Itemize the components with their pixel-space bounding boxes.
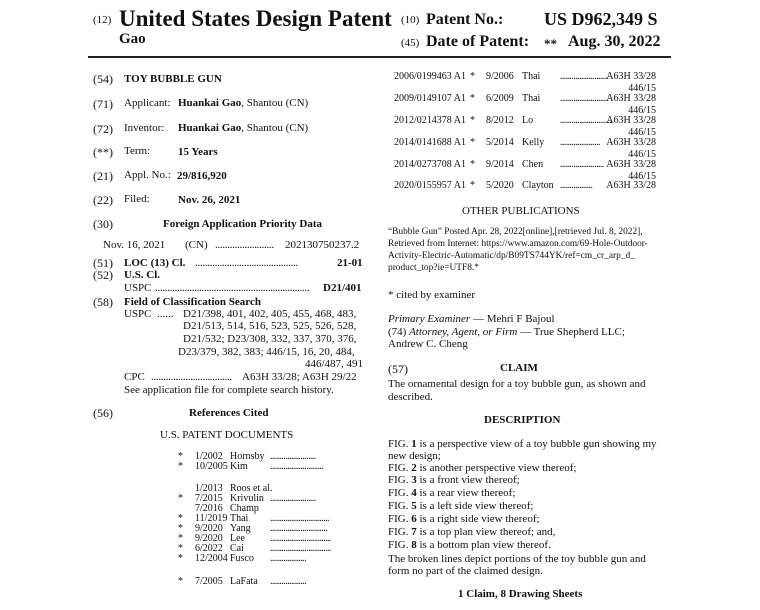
reference-dots: ............................... bbox=[270, 513, 329, 524]
reference-star: * bbox=[178, 523, 183, 534]
cpc-dots: ................................. bbox=[151, 371, 232, 383]
attorney bbox=[388, 326, 625, 338]
figure-text: is another perspective view thereof; bbox=[419, 462, 577, 474]
field-search-uspc-label: USPC bbox=[124, 308, 152, 320]
field-56-code: (56) bbox=[93, 406, 113, 420]
reference-inventor: Kelly bbox=[522, 137, 545, 148]
publication-line: “Bubble Gun” Posted Apr. 28, 2022[online],[retrieved Jul. 8, 2022], bbox=[388, 227, 643, 237]
other-publications-title: OTHER PUBLICATIONS bbox=[462, 205, 580, 217]
field-51-code: (51) bbox=[93, 256, 113, 270]
figure-number: 8 bbox=[411, 539, 417, 551]
field-54-code: (54) bbox=[93, 72, 113, 86]
attorney-label: Attorney, Agent, or Firm bbox=[409, 326, 518, 338]
reference-dots: ......................... bbox=[560, 71, 608, 82]
reference-date: 5/2014 bbox=[486, 137, 514, 148]
reference-dots: ..................... bbox=[560, 137, 600, 148]
reference-inventor: Cai bbox=[230, 543, 244, 554]
reference-star: * bbox=[470, 115, 475, 126]
figure-prefix: FIG. bbox=[388, 474, 409, 486]
patent-number-label: Patent No.: bbox=[426, 11, 504, 28]
field-search-line: D21/532; D23/308, 332, 337, 370, 376, bbox=[183, 333, 357, 345]
figure-text: is a right side view thereof; bbox=[419, 513, 540, 525]
reference-date: 1/2002 bbox=[195, 451, 223, 462]
inventor-label: Inventor: bbox=[124, 122, 165, 134]
reference-inventor: Roos et al. bbox=[230, 483, 273, 494]
primary-examiner bbox=[388, 313, 555, 325]
reference-dots: ........................... bbox=[560, 115, 612, 126]
field-21-code: (21) bbox=[93, 169, 113, 183]
reference-class-secondary: 446/15 bbox=[628, 105, 656, 116]
figure-number: 3 bbox=[411, 474, 417, 486]
figure-prefix: FIG. bbox=[388, 487, 409, 499]
loc-label: LOC (13) Cl. bbox=[124, 257, 186, 269]
figure-text: is a bottom plan view thereof. bbox=[419, 539, 551, 551]
reference-date: 9/2014 bbox=[486, 159, 514, 170]
reference-class-secondary: 446/15 bbox=[628, 127, 656, 138]
reference-star: * bbox=[470, 159, 475, 170]
reference-dots: ................................ bbox=[270, 533, 331, 544]
term-code: (**) bbox=[93, 145, 113, 159]
reference-row bbox=[0, 180, 760, 204]
claim-code: (57) bbox=[388, 362, 408, 376]
claim-text-line: The ornamental design for a toy bubble gun, as shown and bbox=[388, 378, 646, 390]
reference-row bbox=[0, 461, 380, 485]
uspc-dots: ............................................................... bbox=[155, 282, 310, 294]
applicant-label: Applicant: bbox=[124, 97, 171, 109]
filed-label: Filed: bbox=[124, 193, 150, 205]
reference-date: 12/2004 bbox=[195, 553, 228, 564]
figure-description bbox=[388, 462, 576, 474]
applicant-name: Huankai Gao bbox=[178, 97, 242, 109]
reference-inventor: Thai bbox=[522, 71, 541, 82]
figure-number: 5 bbox=[411, 500, 417, 512]
claim-text-line: described. bbox=[388, 391, 433, 403]
reference-star: * bbox=[178, 451, 183, 462]
figure-number: 1 bbox=[411, 438, 417, 450]
figure-text: is a left side view thereof; bbox=[419, 500, 534, 512]
reference-star: * bbox=[178, 493, 183, 504]
claims-drawing-sheets: 1 Claim, 8 Drawing Sheets bbox=[458, 588, 583, 600]
reference-dots: ........................ bbox=[270, 493, 316, 504]
publication-line: Retrieved from Internet: https://www.amazon.com/69-Hole-Outdoor- bbox=[388, 239, 648, 249]
date-of-patent-label: Date of Patent: bbox=[426, 33, 530, 50]
figure-prefix: FIG. bbox=[388, 513, 409, 525]
reference-date: 7/2015 bbox=[195, 493, 223, 504]
claim-title: CLAIM bbox=[500, 362, 538, 374]
see-application-note: See application file for complete search history. bbox=[124, 384, 334, 396]
reference-star: * bbox=[470, 71, 475, 82]
reference-class-secondary: 446/15 bbox=[628, 83, 656, 94]
appl-no-label: Appl. No.: bbox=[124, 169, 171, 181]
reference-date: 7/2005 bbox=[195, 576, 223, 587]
field-22-code: (22) bbox=[93, 193, 113, 207]
priority-dots: ........................ bbox=[215, 239, 274, 251]
reference-date: 6/2009 bbox=[486, 93, 514, 104]
reference-inventor: Hornsby bbox=[230, 451, 265, 462]
reference-date: 8/2012 bbox=[486, 115, 514, 126]
reference-date: 1/2013 bbox=[195, 483, 223, 494]
figure-prefix: FIG. bbox=[388, 539, 409, 551]
reference-row bbox=[0, 137, 760, 161]
field-search-line: D23/379, 382, 383; 446/15, 16, 20, 484, bbox=[178, 346, 355, 358]
header-rule bbox=[88, 56, 671, 58]
figure-1-continuation: new design; bbox=[388, 450, 441, 462]
reference-class: A63H 33/28 bbox=[606, 137, 656, 148]
references-title: References Cited bbox=[189, 407, 269, 419]
figure-description bbox=[388, 526, 555, 538]
reference-class: A63H 33/28 bbox=[606, 115, 656, 126]
field-30-code: (30) bbox=[93, 217, 113, 231]
reference-dots: ......................... bbox=[560, 93, 608, 104]
reference-dots: ................. bbox=[560, 180, 593, 191]
figure-description bbox=[388, 438, 657, 450]
publication-line: Activity-Electric-Automatic/dp/B09TS744YK/ref=cm_cr_arp_d_ bbox=[388, 251, 635, 261]
cited-by-examiner: * cited by examiner bbox=[388, 289, 476, 301]
reference-date: 11/2019 bbox=[195, 513, 228, 524]
reference-dots: .............................. bbox=[270, 523, 328, 534]
reference-star: * bbox=[470, 180, 475, 191]
code-45: (45) bbox=[401, 37, 420, 49]
reference-inventor: Thai bbox=[522, 93, 541, 104]
inventor-place: , Shantou (CN) bbox=[241, 122, 309, 134]
reference-inventor: Kim bbox=[230, 461, 248, 472]
inventor-surname-header: Gao bbox=[119, 31, 146, 47]
reference-star: * bbox=[470, 137, 475, 148]
term-label: Term: bbox=[124, 145, 151, 157]
code-10: (10) bbox=[401, 14, 420, 26]
attorney-name: Andrew C. Cheng bbox=[388, 338, 468, 350]
field-search-title: Field of Classification Search bbox=[124, 296, 261, 308]
primary-examiner-label: Primary Examiner bbox=[388, 313, 471, 325]
us-patent-docs-title: U.S. PATENT DOCUMENTS bbox=[160, 429, 294, 441]
reference-date: 9/2006 bbox=[486, 71, 514, 82]
filed-date: Nov. 26, 2021 bbox=[178, 194, 241, 206]
publication-line: product_top?ie=UTF8.* bbox=[388, 263, 479, 273]
reference-star: * bbox=[178, 553, 183, 564]
patent-number: US D962,349 S bbox=[544, 9, 658, 29]
reference-star: * bbox=[178, 513, 183, 524]
figure-number: 2 bbox=[411, 462, 417, 474]
figure-number: 6 bbox=[411, 513, 417, 525]
figure-description bbox=[388, 513, 540, 525]
figure-text: is a perspective view of a toy bubble gun showing my bbox=[419, 438, 657, 450]
reference-dots: ................... bbox=[270, 576, 307, 587]
field-search-line: 446/487, 491 bbox=[305, 358, 364, 370]
inventor-name: Huankai Gao bbox=[178, 122, 242, 134]
reference-row bbox=[0, 115, 760, 139]
figure-text: is a rear view thereof; bbox=[419, 487, 516, 499]
examiner-dash: — bbox=[470, 313, 487, 325]
reference-class-secondary: 446/15 bbox=[628, 171, 656, 182]
reference-inventor: Champ bbox=[230, 503, 259, 514]
figure-prefix: FIG. bbox=[388, 462, 409, 474]
cpc-label: CPC bbox=[124, 371, 145, 383]
appl-no: 29/816,920 bbox=[177, 170, 227, 182]
reference-inventor: Fusco bbox=[230, 553, 254, 564]
reference-date: 6/2022 bbox=[195, 543, 223, 554]
term-value: 15 Years bbox=[178, 146, 218, 158]
reference-row bbox=[0, 71, 760, 95]
reference-dots: ........................ bbox=[270, 451, 316, 462]
reference-row bbox=[0, 93, 760, 117]
reference-number: 2020/0155957 A1 bbox=[394, 180, 466, 191]
figure-number: 4 bbox=[411, 487, 417, 499]
date-mark: ** bbox=[544, 36, 557, 51]
reference-date: 5/2020 bbox=[486, 180, 514, 191]
figure-prefix: FIG. bbox=[388, 438, 409, 450]
reference-star: * bbox=[178, 576, 183, 587]
figure-prefix: FIG. bbox=[388, 500, 409, 512]
reference-class-secondary: 446/15 bbox=[628, 149, 656, 160]
code-12: (12) bbox=[93, 14, 112, 26]
loc-dots: .......................................... bbox=[195, 257, 298, 269]
reference-star: * bbox=[178, 533, 183, 544]
us-cl-label: U.S. Cl. bbox=[124, 269, 161, 281]
reference-class: A63H 33/28 bbox=[606, 93, 656, 104]
reference-row bbox=[0, 553, 380, 577]
reference-number: 2014/0273708 A1 bbox=[394, 159, 466, 170]
figure-description bbox=[388, 487, 515, 499]
uspc-value: D21/401 bbox=[323, 282, 362, 294]
reference-inventor: Lo bbox=[522, 115, 534, 126]
field-search-line: D21/398, 401, 402, 405, 455, 468, 483, bbox=[183, 308, 357, 320]
field-58-code: (58) bbox=[93, 295, 113, 309]
priority-country: (CN) bbox=[185, 239, 208, 251]
document-title: United States Design Patent bbox=[119, 6, 392, 31]
reference-date: 9/2020 bbox=[195, 533, 223, 544]
reference-date: 9/2020 bbox=[195, 523, 223, 534]
figure-text: is a front view thereof; bbox=[419, 474, 520, 486]
reference-date: 10/2005 bbox=[195, 461, 228, 472]
attorney-firm: — True Shepherd LLC; bbox=[517, 326, 625, 338]
reference-inventor: Yang bbox=[230, 523, 251, 534]
figure-text: is a top plan view thereof; and, bbox=[419, 526, 556, 538]
reference-inventor: Lee bbox=[230, 533, 245, 544]
figure-prefix: FIG. bbox=[388, 526, 409, 538]
figure-description bbox=[388, 474, 520, 486]
primary-examiner-name: Mehri F Bajoul bbox=[486, 313, 555, 325]
priority-title: Foreign Application Priority Data bbox=[163, 218, 322, 230]
cpc-value: A63H 33/28; A63H 29/22 bbox=[242, 371, 357, 383]
figure-description bbox=[388, 500, 533, 512]
reference-dots: ............................ bbox=[270, 461, 324, 472]
date-of-patent: Aug. 30, 2022 bbox=[568, 33, 661, 50]
field-72-code: (72) bbox=[93, 122, 113, 136]
patent-title: TOY BUBBLE GUN bbox=[124, 73, 222, 85]
broken-lines-note: form no part of the claimed design. bbox=[388, 565, 543, 577]
broken-lines-note: The broken lines depict portions of the toy bubble gun and bbox=[388, 553, 646, 565]
reference-star: * bbox=[178, 543, 183, 554]
priority-number: 202130750237.2 bbox=[285, 239, 360, 251]
field-search-line: D21/513, 514, 516, 523, 525, 526, 528, bbox=[183, 320, 357, 332]
reference-dots: ................... bbox=[270, 553, 307, 564]
attorney-code: (74) bbox=[388, 326, 407, 338]
reference-dots: ................................ bbox=[270, 543, 331, 554]
reference-class: A63H 33/28 bbox=[606, 71, 656, 82]
reference-number: 2006/0199463 A1 bbox=[394, 71, 466, 82]
reference-number: 2014/0141688 A1 bbox=[394, 137, 466, 148]
priority-date: Nov. 16, 2021 bbox=[103, 239, 166, 251]
reference-dots: ....................... bbox=[560, 159, 604, 170]
reference-star: * bbox=[178, 461, 183, 472]
reference-date: 7/2016 bbox=[195, 503, 223, 514]
uspc-label: USPC bbox=[124, 282, 152, 294]
reference-row bbox=[0, 576, 380, 600]
reference-class: A63H 33/28 bbox=[606, 159, 656, 170]
reference-inventor: Chen bbox=[522, 159, 544, 170]
reference-inventor: LaFata bbox=[230, 576, 258, 587]
field-71-code: (71) bbox=[93, 97, 113, 111]
field-search-uspc-dots: ...... bbox=[157, 308, 174, 320]
reference-number: 2012/0214378 A1 bbox=[394, 115, 466, 126]
applicant-place: , Shantou (CN) bbox=[241, 97, 309, 109]
reference-number: 2009/0149107 A1 bbox=[394, 93, 466, 104]
reference-inventor: Clayton bbox=[522, 180, 554, 191]
loc-value: 21-01 bbox=[337, 257, 363, 269]
reference-class: A63H 33/28 bbox=[606, 180, 656, 191]
reference-star: * bbox=[470, 93, 475, 104]
description-title: DESCRIPTION bbox=[484, 414, 561, 426]
field-52-code: (52) bbox=[93, 268, 113, 282]
figure-number: 7 bbox=[411, 526, 417, 538]
figure-description bbox=[388, 539, 551, 551]
reference-inventor: Thai bbox=[230, 513, 249, 524]
reference-inventor: Krivulin bbox=[230, 493, 264, 504]
